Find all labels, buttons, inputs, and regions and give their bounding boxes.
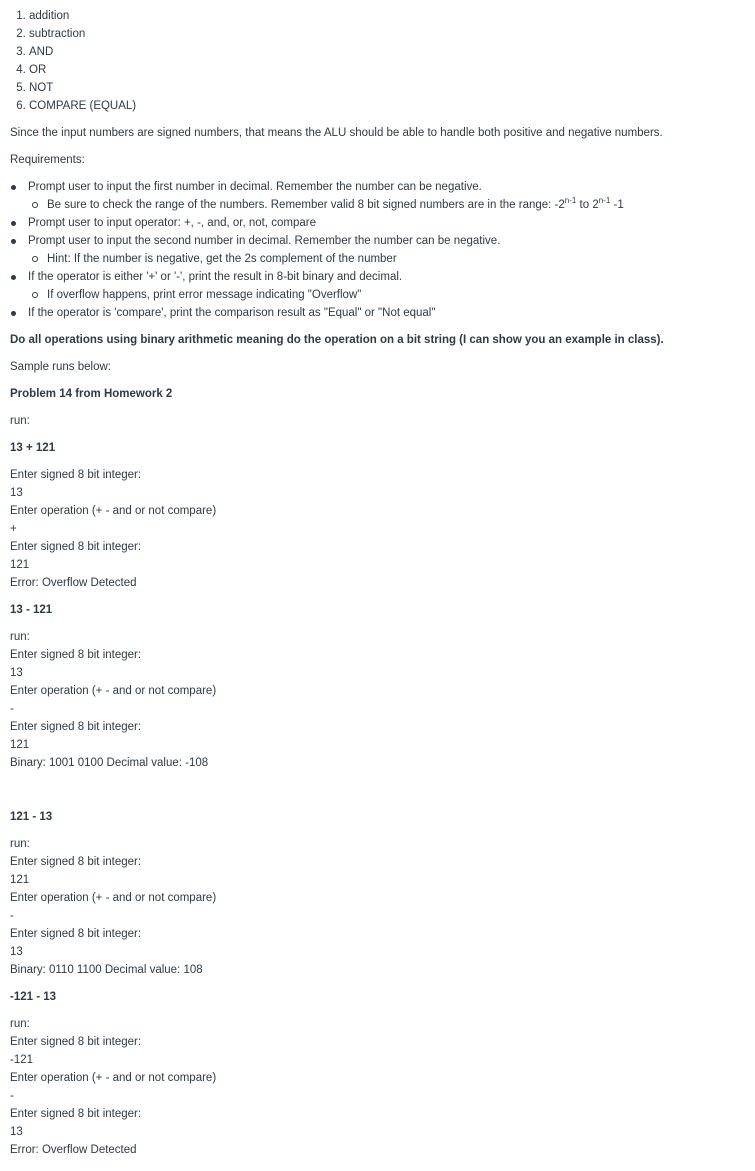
bullet-icon	[11, 239, 16, 244]
output-line: 121	[10, 559, 30, 571]
intro-paragraph: Since the input numbers are signed numbers, that means the ALU should be able to handle both positive and negative numbers.	[10, 127, 663, 139]
output-line: Enter signed 8 bit integer:	[10, 928, 142, 940]
output-line: run:	[10, 1018, 30, 1030]
output-line: 121	[10, 874, 30, 886]
output-line: run:	[10, 838, 30, 850]
output-line: Enter operation (+ - and or not compare)	[10, 1072, 217, 1084]
run-title: 13 + 121	[10, 442, 56, 454]
output-line: Enter signed 8 bit integer:	[10, 1108, 142, 1120]
output-line: Binary: 0110 1100 Decimal value: 108	[10, 964, 203, 976]
output-line: Enter operation (+ - and or not compare)	[10, 892, 217, 904]
output-line: Enter signed 8 bit integer:	[10, 541, 142, 553]
run-title: 121 - 13	[10, 811, 53, 823]
output-line: 13	[10, 946, 23, 958]
requirement-subitem: Be sure to check the range of the numbers. Remember valid 8 bit signed numbers are in the range: -2$^{n-1}$ to 2$^{n-1}$ -1	[47, 196, 624, 214]
bullet-icon	[11, 185, 16, 190]
requirement-subitem: Hint: If the number is negative, get the 2s complement of the number	[47, 250, 397, 268]
problem-title: Problem 14 from Homework 2	[10, 388, 173, 400]
output-line: -121	[10, 1054, 34, 1066]
output-line: Enter operation (+ - and or not compare)	[10, 685, 217, 697]
output-line: Enter signed 8 bit integer:	[10, 721, 142, 733]
bullet-circle-icon	[32, 292, 38, 298]
operation-item: 3. AND	[29, 43, 136, 61]
output-line: run:	[10, 631, 30, 643]
requirement-item: Prompt user to input the second number in decimal. Remember the number can be negative.	[28, 232, 500, 250]
operation-item: 1. addition	[29, 7, 136, 25]
output-line: Error: Overflow Detected	[10, 1144, 137, 1156]
requirement-item: If the operator is either '+' or '-', print the result in 8-bit binary and decimal.	[28, 268, 402, 286]
output-line: Enter signed 8 bit integer:	[10, 469, 142, 481]
operation-item: 2. subtraction	[29, 25, 136, 43]
output-line: -	[10, 703, 14, 715]
operation-item: 5. NOT	[29, 79, 136, 97]
output-line: 13	[10, 667, 23, 679]
binary-arithmetic-note: Do all operations using binary arithmetic meaning do the operation on a bit string (I can show you an example in class).	[10, 334, 664, 346]
bullet-circle-icon	[32, 256, 38, 262]
requirements-heading: Requirements:	[10, 154, 85, 166]
output-line: Enter signed 8 bit integer:	[10, 856, 142, 868]
run-title: 13 - 121	[10, 604, 53, 616]
bullet-circle-icon	[32, 202, 38, 208]
output-line: -	[10, 1090, 14, 1102]
output-line: 13	[10, 487, 23, 499]
output-line: +	[10, 523, 17, 535]
requirement-item: Prompt user to input operator: +, -, and, or, not, compare	[28, 214, 316, 232]
run-label: run:	[10, 415, 30, 427]
sample-runs-intro: Sample runs below:	[10, 361, 111, 373]
output-line: -	[10, 910, 14, 922]
requirement-subitem: If overflow happens, print error message indicating "Overflow"	[47, 286, 361, 304]
output-line: Error: Overflow Detected	[10, 577, 137, 589]
output-line: Enter signed 8 bit integer:	[10, 1036, 142, 1048]
requirement-item: If the operator is 'compare', print the comparison result as "Equal" or "Not equal"	[28, 304, 435, 322]
output-line: 13	[10, 1126, 23, 1138]
output-line: Enter operation (+ - and or not compare)	[10, 505, 217, 517]
bullet-icon	[11, 311, 16, 316]
operation-item: 6. COMPARE (EQUAL)	[29, 97, 136, 115]
operation-item: 4. OR	[29, 61, 136, 79]
output-line: Enter signed 8 bit integer:	[10, 649, 142, 661]
run-title: -121 - 13	[10, 991, 57, 1003]
requirement-item: Prompt user to input the first number in decimal. Remember the number can be negative.	[28, 178, 482, 196]
operations-list	[0, 7, 136, 115]
bullet-icon	[11, 221, 16, 226]
output-line: Binary: 1001 0100 Decimal value: -108	[10, 757, 209, 769]
output-line: 121	[10, 739, 30, 751]
bullet-icon	[11, 275, 16, 280]
